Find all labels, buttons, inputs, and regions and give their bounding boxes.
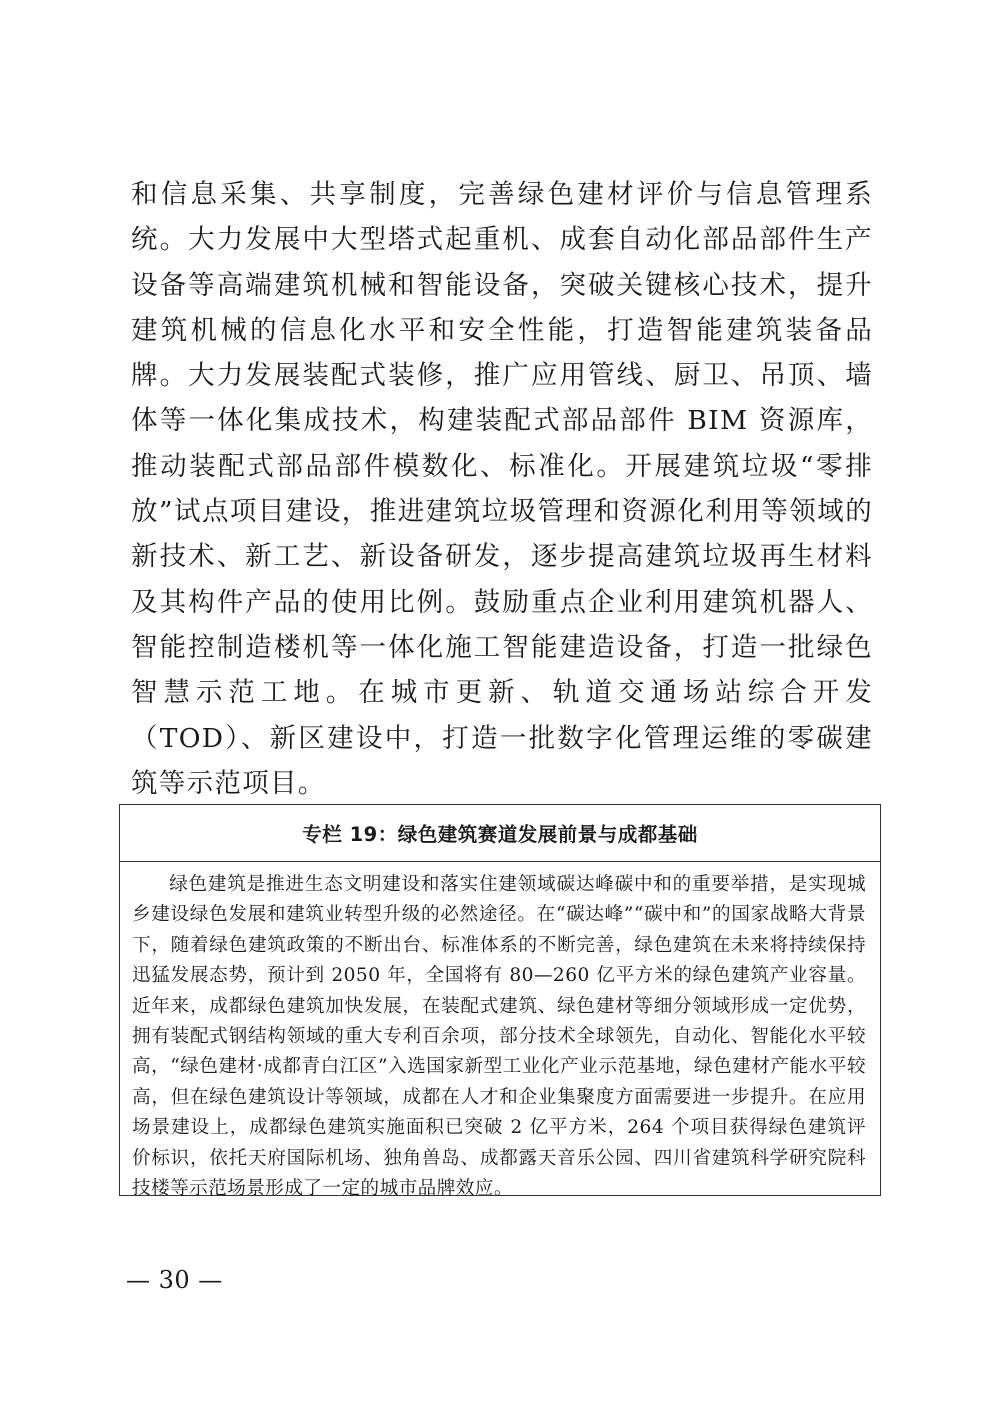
sidebar-title-row xyxy=(120,805,880,862)
sidebar-box xyxy=(119,804,881,1200)
sidebar-content: 绿色建筑是推进生态文明建设和落实住建领域碳达峰碳中和的重要举措，是实现城乡建设绿色发展和建筑业转型升级的必然途径。在“碳达峰”“碳中和”的国家战略大背景下，随着绿色建筑政策的不断出台、标准体系的不断完善，绿色建筑在未来将持续保持迅猛发展态势，预计到 2050 年，全国将有 80—260 亿平方米的绿色建筑产业容量。近年来，成都绿色建筑加快发展，在装配式建筑、绿色建材等细分领域形成一定优势，拥有装配式钢结构领域的重大专利百余项，部分技术全球领先，自动化、智能化水平较高，“绿色建材·成都青白江区”入选国家新型工业化产业示范基地，绿色建材产能水平较高，但在绿色建筑设计等领域，成都在人才和企业集聚度方面需要进一步提升。在应用场景建设上，成都绿色建筑实施面积已突破 2 亿平方米，264 个项目获得绿色建筑评价标识，依托天府国际机场、独角兽岛、成都露天音乐公园、四川省建筑科学研究院科技楼等示范场景形成了一定的城市品牌效应。 xyxy=(132,874,866,1200)
page-number: — 30 — xyxy=(126,1266,223,1294)
sidebar-title: 专栏 19：绿色建筑赛道发展前景与成都基础 xyxy=(302,823,698,846)
body-paragraph: 和信息采集、共享制度，完善绿色建材评价与信息管理系统。大力发展中大型塔式起重机、成套自动化部品部件生产设备等高端建筑机械和智能设备，突破关键核心技术，提升建筑机械的信息化水平和安全性能，打造智能建筑装备品牌。大力发展装配式装修，推广应用管线、厨卫、吊顶、墙体等一体化集成技术，构建装配式部品部件 BIM 资源库，推动装配式部品部件模数化、标准化。开展建筑垃圾“零排放”试点项目建设，推进建筑垃圾管理和资源化利用等领域的新技术、新工艺、新设备研发，逐步提高建筑垃圾再生材料及其构件产品的使用比例。鼓励重点企业利用建筑机器人、智能控制造楼机等一体化施工智能建造设备，打造一批绿色智慧示范工地。在城市更新、轨道交通场站综合开发（TOD）、新区建设中，打造一批数字化管理运维的零碳建筑等示范项目。 xyxy=(131,179,873,799)
